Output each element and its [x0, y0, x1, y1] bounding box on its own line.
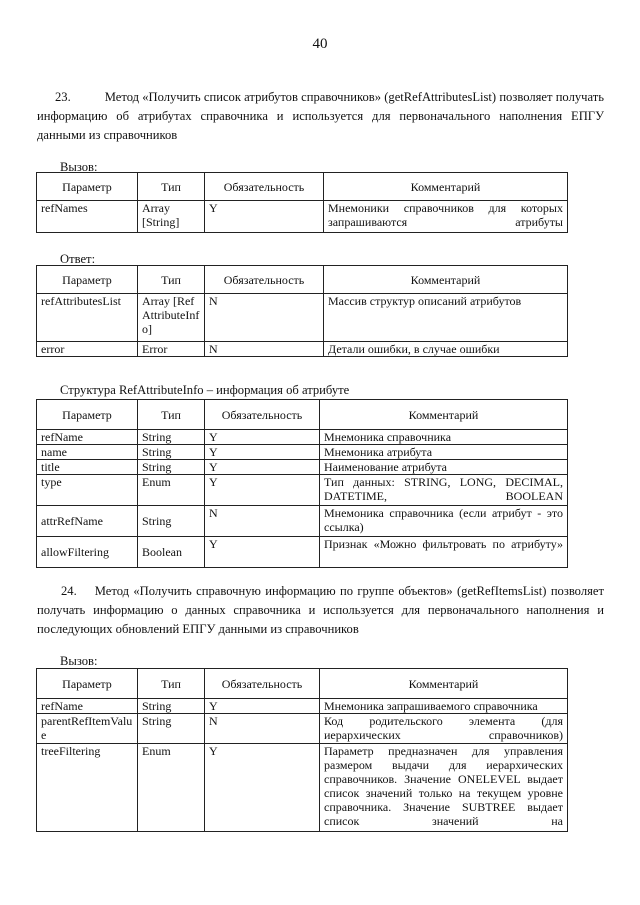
cell-comment: Наименование атрибута	[320, 460, 568, 475]
cell-required: Y	[205, 430, 320, 445]
table-row	[37, 714, 568, 744]
cell-param: treeFiltering	[37, 744, 138, 832]
cell-param: refName	[37, 699, 138, 714]
cell-required: Y	[205, 445, 320, 460]
cell-type: Array [RefAttributeInfo]	[138, 294, 205, 342]
header-param: Параметр	[37, 400, 138, 430]
cell-comment: Код родительского элемента (для иерархических справочников)	[320, 714, 568, 744]
cell-type: Error	[138, 342, 205, 357]
section-24-text: Метод «Получить справочную информацию по группе объектов» (getRefItemsList) позволяет получать информацию о данных справочника и используется для первоначального наполнения и последующих обновлений ЕПГУ данными из справочников	[37, 584, 604, 636]
section-23-paragraph	[37, 88, 604, 145]
table-row	[37, 537, 568, 568]
cell-param: parentRefItemValue	[37, 714, 138, 744]
cell-type: String	[138, 714, 205, 744]
call-label-24: Вызов:	[60, 654, 98, 668]
header-comment: Комментарий	[320, 669, 568, 699]
cell-type: String	[138, 699, 205, 714]
header-type: Тип	[138, 669, 205, 699]
cell-param: title	[37, 460, 138, 475]
header-required: Обязательность	[205, 173, 324, 201]
struct-table	[36, 399, 568, 568]
struct-label: Структура RefAttributeInfo – информация об атрибуте	[60, 383, 350, 397]
cell-param: attrRefName	[37, 506, 138, 537]
table-row	[37, 294, 568, 342]
header-param: Параметр	[37, 173, 138, 201]
call-table-23	[36, 172, 568, 233]
table-row	[37, 430, 568, 445]
cell-required: N	[205, 294, 324, 342]
table-row	[37, 445, 568, 460]
cell-type: String	[138, 445, 205, 460]
cell-param: allowFiltering	[37, 537, 138, 568]
header-param: Параметр	[37, 669, 138, 699]
header-required: Обязательность	[205, 669, 320, 699]
cell-required: Y	[205, 537, 320, 568]
cell-param: refNames	[37, 201, 138, 233]
header-required: Обязательность	[205, 400, 320, 430]
table-row	[37, 506, 568, 537]
cell-required: Y	[205, 699, 320, 714]
header-type: Тип	[138, 400, 205, 430]
header-type: Тип	[138, 173, 205, 201]
table-row	[37, 342, 568, 357]
cell-required: N	[205, 714, 320, 744]
response-label-23: Ответ:	[60, 252, 96, 266]
cell-comment: Тип данных: STRING, LONG, DECIMAL, DATETIME, BOOLEAN	[320, 475, 568, 506]
cell-type: Enum	[138, 475, 205, 506]
cell-param: error	[37, 342, 138, 357]
cell-param: type	[37, 475, 138, 506]
cell-comment: Мнемоника справочника (если атрибут - это ссылка)	[320, 506, 568, 537]
cell-type: String	[138, 430, 205, 445]
cell-type: String	[138, 506, 205, 537]
cell-param: refAttributesList	[37, 294, 138, 342]
cell-comment: Признак «Можно фильтровать по атрибуту»	[320, 537, 568, 568]
section-23-text: Метод «Получить список атрибутов справочников» (getRefAttributesList) позволяет получать информацию об атрибутах справочника и используется для первоначального наполнения ЕПГУ данными из справочников	[37, 90, 604, 142]
table-header-row	[37, 400, 568, 430]
cell-required: Y	[205, 201, 324, 233]
cell-type: Array [String]	[138, 201, 205, 233]
cell-comment: Мнемоника запрашиваемого справочника	[320, 699, 568, 714]
cell-param: refName	[37, 430, 138, 445]
call-label-23: Вызов:	[60, 160, 98, 174]
table-header-row	[37, 266, 568, 294]
cell-comment: Мнемоники справочников для которых запрашиваются атрибуты	[324, 201, 568, 233]
header-type: Тип	[138, 266, 205, 294]
table-header-row	[37, 669, 568, 699]
cell-comment: Массив структур описаний атрибутов	[324, 294, 568, 342]
call-table-24	[36, 668, 568, 832]
header-comment: Комментарий	[320, 400, 568, 430]
table-row	[37, 460, 568, 475]
table-row	[37, 201, 568, 233]
cell-required: N	[205, 342, 324, 357]
cell-param: name	[37, 445, 138, 460]
cell-comment: Параметр предназначен для управления размером выдачи для иерархических справочников. Значение ONELEVEL выдает список значений только на текущем уровне справочника. Значение SUBTREE выдает список значений на	[320, 744, 568, 832]
header-comment: Комментарий	[324, 266, 568, 294]
page-number: 40	[312, 36, 328, 52]
cell-required: Y	[205, 744, 320, 832]
response-table-23	[36, 265, 568, 357]
section-24-paragraph	[37, 582, 604, 639]
header-param: Параметр	[37, 266, 138, 294]
cell-type: Enum	[138, 744, 205, 832]
cell-comment: Детали ошибки, в случае ошибки	[324, 342, 568, 357]
cell-required: Y	[205, 475, 320, 506]
table-row	[37, 744, 568, 832]
table-row	[37, 475, 568, 506]
table-header-row	[37, 173, 568, 201]
section-24-number: 24.	[61, 584, 77, 598]
cell-type: String	[138, 460, 205, 475]
cell-required: Y	[205, 460, 320, 475]
cell-required: N	[205, 506, 320, 537]
cell-comment: Мнемоника атрибута	[320, 445, 568, 460]
cell-type: Boolean	[138, 537, 205, 568]
header-required: Обязательность	[205, 266, 324, 294]
table-row	[37, 699, 568, 714]
cell-comment: Мнемоника справочника	[320, 430, 568, 445]
section-23-number: 23.	[55, 90, 71, 104]
header-comment: Комментарий	[324, 173, 568, 201]
